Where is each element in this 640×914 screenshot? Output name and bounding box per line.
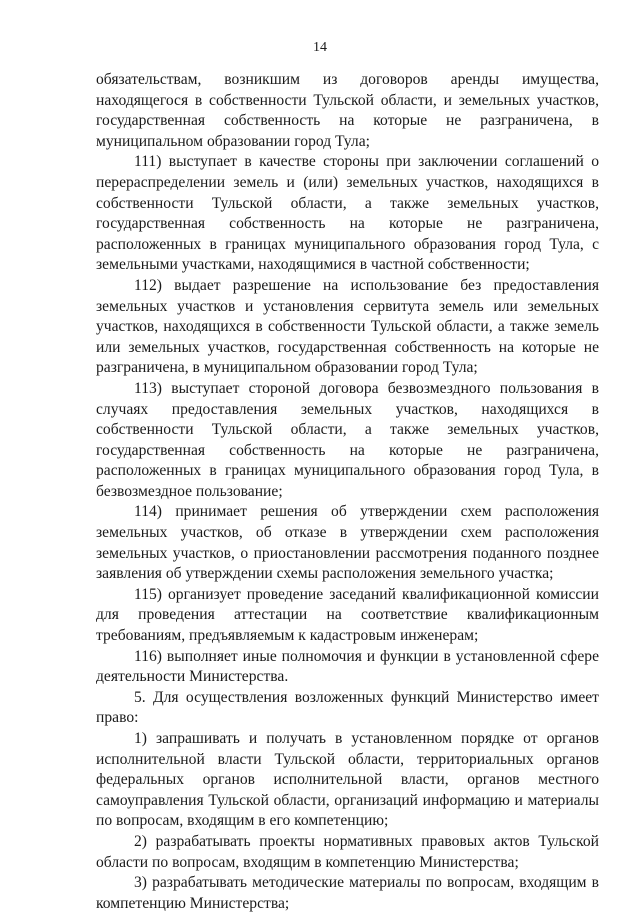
paragraph-item-112: 112) выдает разрешение на использование без предоставления земельных участков и установления сервитута земель или земельных участков, находящихся в собственности Тульской области, а также земель или земельных участков, государственная собственность на которые не разграничена, в муниципальном образовании город Тула; [96,276,599,377]
document-body [96,70,599,914]
paragraph-item-115: 115) организует проведение заседаний квалификационной комиссии для проведения аттестации на соответствие квалификационным требованиям, предъявляемым к кадастровым инженерам; [96,585,599,645]
paragraph-item-116: 116) выполняет иные полномочия и функции в установленной сфере деятельности Министерства. [96,647,599,686]
paragraph-right-3: 3) разрабатывать методические материалы по вопросам, входящим в компетенцию Министерства; [96,874,599,912]
paragraph-item-111: 111) выступает в качестве стороны при заключении соглашений о перераспределении земель и (или) земельных участков, находящихся в собственности Тульской области, а также земельных участков, государственная собственность на которые не разграничена, расположенных в границах муниципального образования город Тула, с земельными участками, находящимися в частной собственности; [96,153,599,274]
paragraph-right-1: 1) запрашивать и получать в установленном порядке от органов исполнительной власти Тульской области, территориальных органов федеральных органов исполнительной власти, органов местного самоуправления Тульской области, организаций информацию и материалы по вопросам, входящим в его компетенцию; [96,730,599,830]
paragraph-item-114: 114) принимает решения об утверждении схем расположения земельных участков, об отказе в утверждении схем расположения земельных участков, о приостановлении рассмотрения поданного позднее заявления об утверждении схемы расположения земельного участка; [96,503,599,583]
paragraph-right-2: 2) разрабатывать проекты нормативных правовых актов Тульской области по вопросам, входящим в компетенцию Министерства; [96,832,599,871]
page-number: 14 [313,40,327,55]
paragraph-section-5: 5. Для осуществления возложенных функций Министерство имеет право: [96,688,599,727]
paragraph-continuation: обязательствам, возникшим из договоров аренды имущества, находящегося в собственности Тульской области, и земельных участков, государственная собственность на которые не разграничена, в муниципальном образовании город Тула; [96,71,599,150]
paragraph-item-113: 113) выступает стороной договора безвозмездного пользования в случаях предоставления земельных участков, находящихся в собственности Тульской области, а также земельных участков, государственная собственность на которые не разграничена, расположенных в границах муниципального образования город Тула, в безвозмездное пользование; [96,379,599,500]
